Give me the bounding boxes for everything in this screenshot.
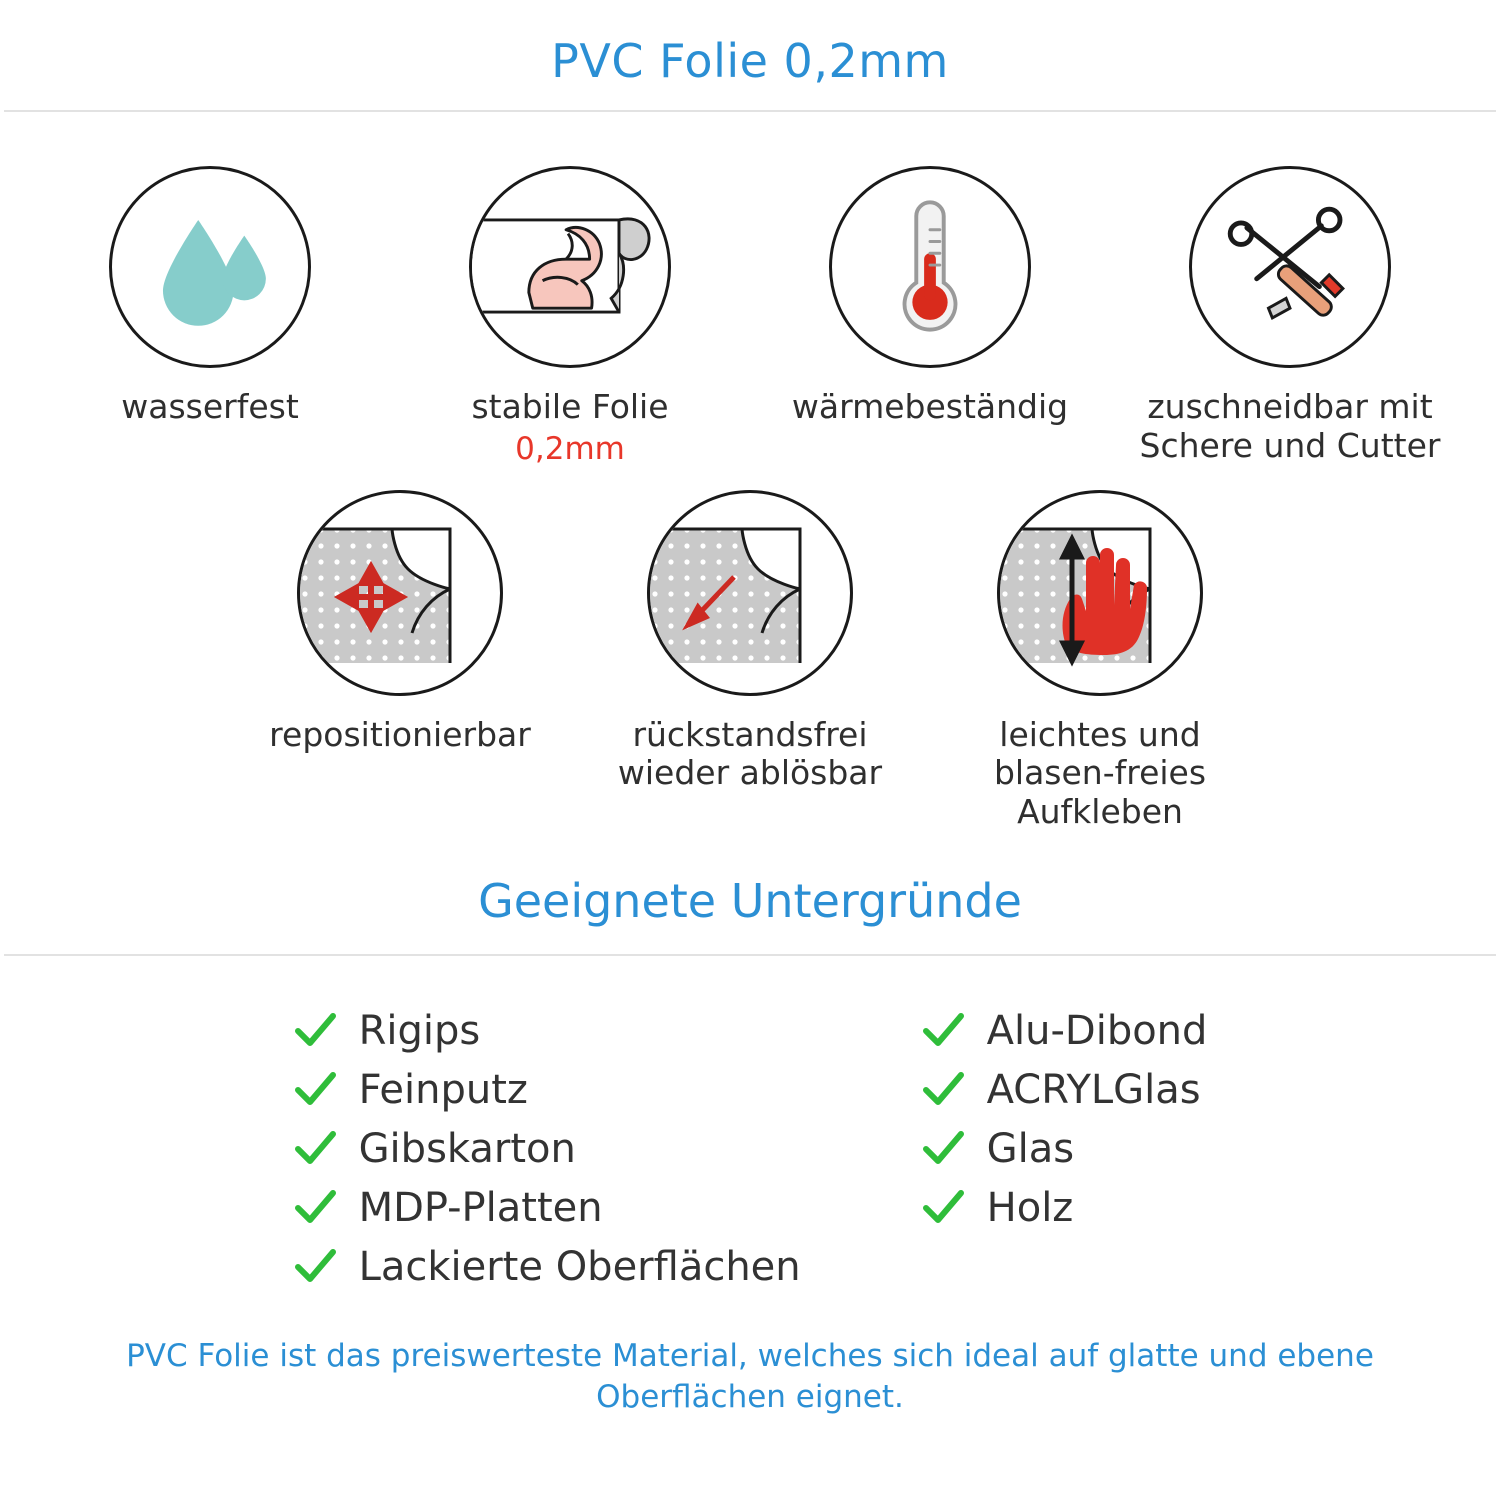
subsurfaces-lists bbox=[0, 956, 1500, 1290]
list-item bbox=[293, 1126, 801, 1172]
feature-icon-circle bbox=[469, 166, 671, 368]
list-item bbox=[921, 1008, 1208, 1054]
list-item bbox=[921, 1185, 1208, 1231]
feature-sublabel: 0,2mm bbox=[515, 430, 625, 467]
feature-label-text: stabile Folie bbox=[471, 387, 669, 426]
list-item bbox=[293, 1185, 801, 1231]
feature-icon-circle bbox=[829, 166, 1031, 368]
list-item bbox=[921, 1126, 1208, 1172]
feature-label: leichtes und blasen-freies Aufkleben bbox=[993, 714, 1207, 832]
list-item-label: MDP-Platten bbox=[358, 1185, 603, 1232]
hand-smoothing-icon bbox=[1000, 493, 1200, 693]
feature-label: repositionierbar bbox=[269, 714, 531, 754]
check-mark-icon bbox=[921, 1068, 965, 1112]
header-band bbox=[0, 0, 1500, 110]
water-drops-icon bbox=[112, 169, 308, 365]
features-row-1 bbox=[0, 166, 1500, 468]
feature-icon-circle bbox=[297, 490, 503, 696]
feature-icon-circle bbox=[997, 490, 1203, 696]
check-mark-icon bbox=[921, 1127, 965, 1171]
thermometer-icon bbox=[832, 169, 1028, 365]
list-item bbox=[293, 1008, 801, 1054]
feature-icon-circle bbox=[647, 490, 853, 696]
list-item bbox=[921, 1067, 1208, 1113]
check-mark-icon bbox=[921, 1186, 965, 1230]
list-item bbox=[293, 1244, 801, 1290]
list-item-label: Alu-Dibond bbox=[986, 1008, 1208, 1055]
feature-label: wärmebeständig bbox=[791, 387, 1069, 426]
feature-waermebestaendig bbox=[750, 166, 1110, 427]
feature-label bbox=[471, 388, 668, 468]
peel-off-arrow-icon bbox=[650, 493, 850, 693]
list-item-label: Glas bbox=[986, 1126, 1075, 1173]
check-mark-icon bbox=[293, 1186, 337, 1230]
features-row-2 bbox=[0, 490, 1500, 833]
check-mark-icon bbox=[293, 1068, 337, 1112]
check-mark-icon bbox=[293, 1127, 337, 1171]
feature-repositionierbar bbox=[225, 490, 575, 755]
subsurfaces-column-right bbox=[921, 1008, 1208, 1290]
feature-blasenfrei bbox=[925, 490, 1275, 833]
list-item-label: Lackierte Oberflächen bbox=[358, 1244, 801, 1291]
list-item-label: ACRYLGlas bbox=[986, 1067, 1201, 1114]
feature-icon-circle bbox=[1189, 166, 1391, 368]
check-mark-icon bbox=[293, 1245, 337, 1289]
feature-label: rückstandsfrei wieder ablösbar bbox=[617, 714, 883, 793]
check-mark-icon bbox=[293, 1009, 337, 1053]
list-item-label: Holz bbox=[986, 1185, 1074, 1232]
scissors-cutter-icon bbox=[1192, 169, 1388, 365]
subsurfaces-column-left bbox=[293, 1008, 801, 1290]
feature-wasserfest bbox=[30, 166, 390, 427]
footer-note: PVC Folie ist das preiswerteste Material, welches sich ideal auf glatte und ebene Oberflächen eignet. bbox=[126, 1338, 1374, 1415]
list-item-label: Rigips bbox=[358, 1008, 481, 1055]
list-item-label: Gibskarton bbox=[358, 1126, 576, 1173]
feature-icon-circle bbox=[109, 166, 311, 368]
reposition-arrows-icon bbox=[300, 493, 500, 693]
subsurfaces-title: Geeignete Untergründe bbox=[478, 874, 1022, 929]
feature-stabile-folie bbox=[390, 166, 750, 468]
feature-zuschneidbar bbox=[1110, 166, 1470, 466]
check-mark-icon bbox=[921, 1009, 965, 1053]
strong-arm-film-icon bbox=[472, 169, 668, 365]
features-area bbox=[0, 112, 1500, 832]
feature-label: wasserfest bbox=[121, 387, 299, 426]
list-item bbox=[293, 1067, 801, 1113]
list-item-label: Feinputz bbox=[358, 1067, 528, 1114]
page-title: PVC Folie 0,2mm bbox=[551, 34, 949, 88]
feature-rueckstandsfrei bbox=[575, 490, 925, 794]
feature-label: zuschneidbar mit Schere und Cutter bbox=[1139, 387, 1441, 465]
